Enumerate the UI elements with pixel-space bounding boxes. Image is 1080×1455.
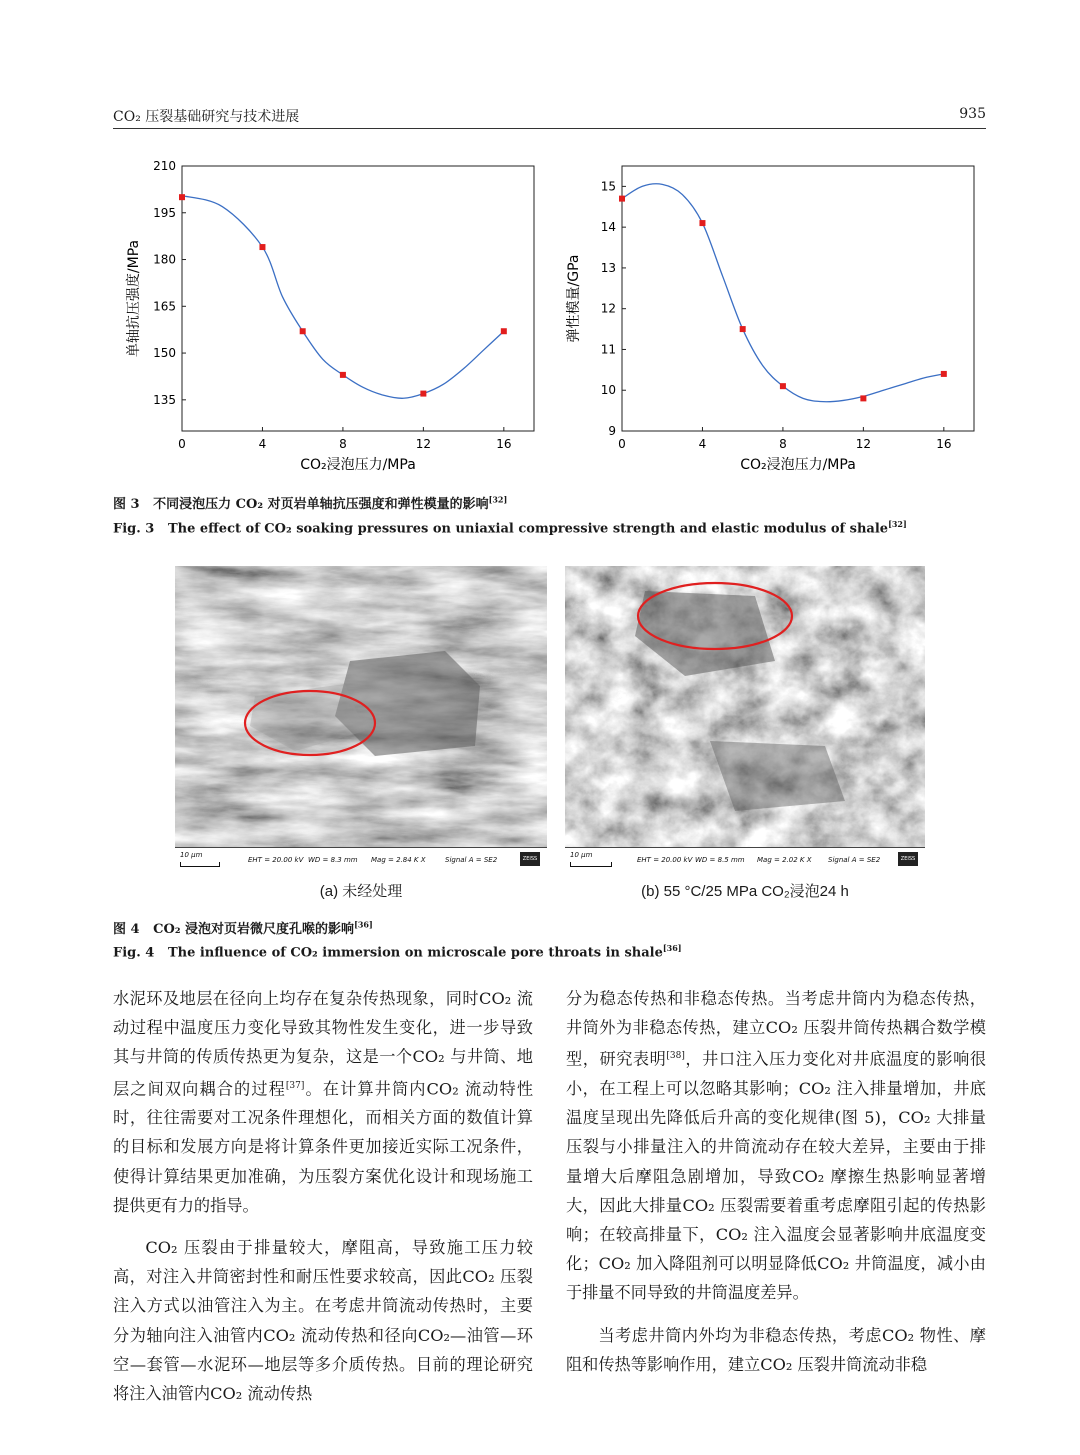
sem-label-b: (b) 55 °C/25 MPa CO₂浸泡24 h [641,883,849,900]
x-axis-label: CO₂浸泡压力/MPa [300,457,416,473]
y-tick-label: 14 [600,220,616,235]
y-tick-label: 195 [153,205,176,220]
signal-b: Signal A = SE2 [828,856,881,864]
left-p1-tail: 。在计算井筒内CO₂ 流动特性时，往往需要对工况条件理想化，而相关方面的数值计算的目标和发展方向是将计算条件更加接近实际工况条件，使得计算结果更加准确，为压裂方案优化设计和现场施工提供更有力的指导。 [113,1079,534,1215]
fit-curve [622,184,944,402]
fig3-text-cn: 不同浸泡压力 CO₂ 对页岩单轴抗压强度和弹性模量的影响 [153,497,489,512]
data-point [501,328,507,334]
paragraph [113,984,533,1220]
chart-elastic-modulus [552,150,992,480]
data-point [619,196,625,202]
wd-b: WD = 8.5 mm [695,856,745,864]
plot-frame [622,166,974,431]
wd-a: WD = 8.3 mm [308,856,358,864]
sem-micrograph-a [175,566,547,848]
x-tick-label: 16 [936,437,952,451]
zeiss-logo-a: ZEISS [520,852,540,866]
citation: [38] [666,1051,685,1062]
data-point [259,244,265,250]
fig4-ref-cn: [36] [354,919,373,930]
paragraph: CO₂ 压裂由于排量较大，摩阻高，导致施工压力较高，对注入井筒密封性和耐压性要求较高，因此CO₂ 压裂注入方式以油管注入为主。在考虑井筒流动传热时，主要分为轴向注入油管内CO₂ 流动传热和径向CO₂—油管—环空—套管—水泥环—地层等多介质传热。目前的理论研究将注入油管内CO₂ 流动传热 [113,1238,533,1404]
y-tick-label: 150 [153,346,176,361]
data-point [699,220,705,226]
y-tick-label: 135 [153,392,176,407]
data-point [179,194,185,200]
citation: [37] [285,1080,305,1091]
sem-info-bar-b [565,847,925,872]
x-tick-label: 8 [339,437,347,451]
y-tick-label: 13 [600,260,616,275]
eht-a: EHT = 20.00 kV [248,856,304,864]
fig4-caption-cn [113,918,373,937]
zeiss-logo-b: ZEISS [898,852,918,866]
x-tick-label: 12 [855,437,872,451]
fig4-caption-en [113,943,682,960]
mag-b: Mag = 2.02 K X [757,856,812,864]
data-point [420,391,426,397]
scale-bar-a [180,862,220,867]
x-tick-label: 4 [698,437,707,451]
y-axis-label: 单轴抗压强度/MPa [126,239,142,358]
fig3-label-en: Fig. 3 [113,521,155,537]
x-axis-label: CO₂浸泡压力/MPa [740,457,856,473]
data-point [941,371,947,377]
y-tick-label: 15 [600,179,616,194]
fig3-text-en: The effect of CO₂ soaking pressures on uniaxial compressive strength and elastic modulus of shale [167,521,889,537]
sem-info-bar-a [175,847,547,872]
scale-label-a: 10 μm [180,851,203,859]
y-tick-label: 165 [153,299,176,314]
x-tick-label: 16 [496,437,512,451]
y-tick-label: 11 [600,342,616,357]
running-header [113,104,986,129]
y-tick-label: 180 [153,252,176,267]
fig4-label-cn: 图 4 [113,922,140,937]
x-tick-label: 12 [415,437,432,451]
right-p1-tail: ，井口注入压力变化对井底温度的影响很小，在工程上可以忽略其影响；CO₂ 注入排量增加，井底温度呈现出先降低后升高的变化规律(图 5)，CO₂ 大排量压裂与小排量注入的井筒流动存在较大差异，主要由于排量增大后摩阻急剧增加，导致CO₂ 摩擦生热影响显著增大，因此大排量CO₂ 压裂需要着重考虑摩阻引起的传热影响；在较高排量下，CO₂ 注入温度会显著影响井底温度变化；CO₂ 加入降阻剂可以明显降低CO₂ 井筒温度，减小由于排量不同导致的井筒温度差异。 [566,1049,987,1303]
scale-bar-b [570,862,612,867]
fig4-text-en: The influence of CO₂ immersion on microscale pore throats in shale [167,945,663,961]
data-point [740,326,746,332]
mag-a: Mag = 2.84 K X [371,856,426,864]
page-number: 935 [959,106,986,122]
fig4-text-cn: CO₂ 浸泡对页岩微尺度孔喉的影响 [153,922,355,937]
data-point [780,383,786,389]
journal-running-title: CO₂ 压裂基础研究与技术进展 [113,109,300,125]
y-tick-label: 10 [600,383,616,398]
sem-label-a: (a) 未经处理 [319,883,403,900]
sem-image-a [175,566,547,872]
signal-a: Signal A = SE2 [445,856,498,864]
y-tick-label: 12 [600,301,616,316]
fig3-ref-cn: [32] [488,494,508,505]
fig4-ref-en: [36] [662,943,682,953]
data-point [860,395,866,401]
y-tick-label: 210 [153,159,176,173]
body-column-right [566,984,986,1379]
fig4-label-en: Fig. 4 [113,945,155,961]
data-point [300,328,306,334]
body-column-left [113,984,533,1408]
scale-label-b: 10 μm [570,851,593,859]
x-tick-label: 0 [178,437,186,451]
fig3-label-cn: 图 3 [113,497,140,512]
y-axis-label: 弹性模量/GPa [566,254,582,343]
paragraph: 当考虑井筒内外均为非稳态传热，考虑CO₂ 物性、摩阻和传热等影响作用，建立CO₂ 压裂井筒流动非稳 [566,1325,986,1374]
sem-micrograph-b [565,566,925,848]
fig3-caption-en [113,519,907,536]
y-tick-label: 9 [608,424,616,438]
plot-frame [182,166,534,431]
fig3-ref-en: [32] [888,519,907,529]
chart-compressive-strength [112,150,552,480]
x-tick-label: 8 [779,437,787,451]
left-p1-text: 水泥环及地层在径向上均存在复杂传热现象，同时CO₂ 流动过程中温度压力变化导致其物性发生变化，进一步导致其与井筒的传质传热更为复杂，这是一个CO₂ 与井筒、地层之间双向耦合的过程 [113,989,533,1098]
x-tick-label: 0 [618,437,626,451]
x-tick-label: 4 [258,437,267,451]
fit-curve [182,196,504,399]
paragraph [566,984,986,1308]
fig3-caption-cn [113,493,507,512]
data-point [340,372,346,378]
eht-b: EHT = 20.00 kV [637,856,693,864]
right-p1-text: 分为稳态传热和非稳态传热。当考虑井筒内为稳态传热，井筒外为非稳态传热，建立CO₂ 压裂井筒传热耦合数学模型，研究表明 [566,989,986,1069]
sem-image-b [565,566,925,872]
